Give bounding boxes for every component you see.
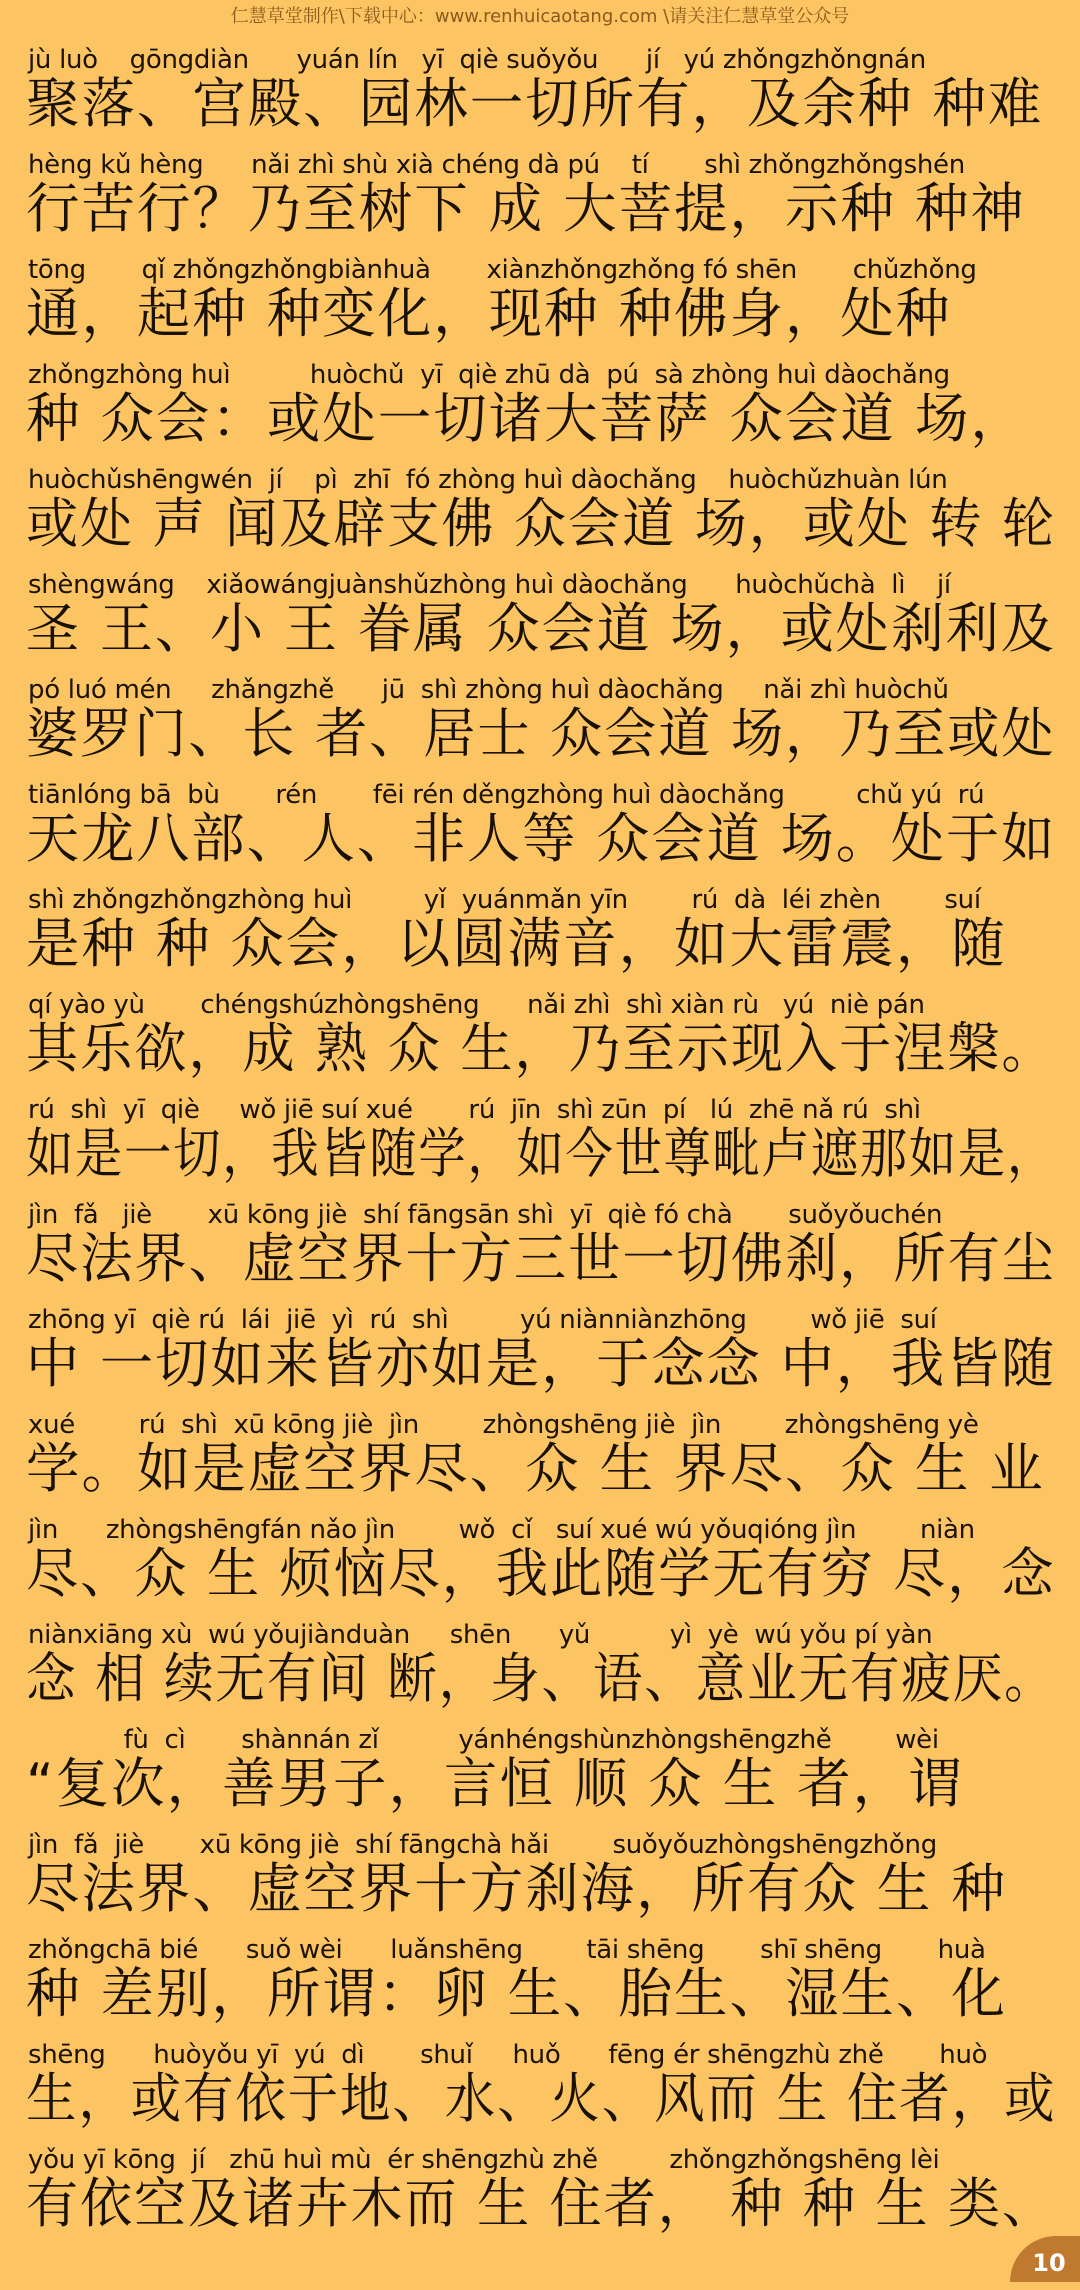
pinyin-line: rú shì yī qiè wǒ jiē suí xué rú jīn shì zūn pí lú zhē nǎ rú shì [28,1095,921,1125]
pinyin-line: jìn zhòngshēngfán nǎo jìn wǒ cǐ suí xué wú yǒuqióng jìn niàn [28,1515,975,1545]
text-stanza [0,664,1080,769]
text-stanza [0,2134,1080,2239]
text-stanza [0,1189,1080,1294]
pinyin-line: jìn fǎ jiè xū kōng jiè shí fāngchà hǎi suǒyǒuzhòngshēngzhǒng [28,1830,937,1860]
hanzi-line: 如是一切，我皆随学，如今世尊毗卢遮那如是， [26,1122,1056,1185]
text-stanza [0,1294,1080,1399]
hanzi-line: 种 众会：或处一切诸大菩萨 众会道 场， [26,387,1026,450]
pinyin-line: fù cì shànnán zǐ yánhéngshùnzhòngshēngzhě wèi [28,1725,939,1755]
hanzi-line: 尽、众 生 烦恼尽，我此随学无有穷 尽，念 [26,1542,1056,1605]
text-stanza [0,1924,1080,2029]
pinyin-line: qí yào yù chéngshúzhòngshēng nǎi zhì shì xiàn rù yú niè pán [28,990,925,1020]
hanzi-line: 学。如是虚空界尽、众 生 界尽、众 生 业 [26,1437,1045,1500]
pinyin-line: hèng kǔ hèng nǎi zhì shù xià chéng dà pú tí shì zhǒngzhǒngshén [28,150,965,180]
pinyin-line: huòchǔshēngwén jí pì zhī fó zhòng huì dàochǎng huòchǔzhuàn lún [28,465,948,495]
pinyin-line: shèngwáng xiǎowángjuànshǔzhòng huì dàochǎng huòchǔchà lì jí [28,570,951,600]
text-stanza [0,1504,1080,1609]
hanzi-line: 天龙八部、人、非人等 众会道 场。处于如 [26,807,1057,870]
hanzi-line: 通，起种 种变化，现种 种佛身，处种 [26,282,952,345]
hanzi-line: 尽法界、虚空界十方三世一切佛刹，所有尘 [26,1227,1056,1290]
text-stanza [0,349,1080,454]
hanzi-line: 圣 王、小 王 眷属 众会道 场，或处刹利及 [26,597,1056,660]
pinyin-line: niànxiāng xù wú yǒujiànduàn shēn yǔ yì yè wú yǒu pí yàn [28,1620,933,1650]
hanzi-line: 念 相 续无有间 断，身、语、意业无有疲厌。 [26,1647,1056,1710]
text-stanza [0,979,1080,1084]
text-stanza [0,1819,1080,1924]
text-stanza [0,34,1080,139]
text-stanza [0,139,1080,244]
pinyin-line: jìn fǎ jiè xū kōng jiè shí fāngsān shì yī qiè fó chà suǒyǒuchén [28,1200,943,1230]
download-header: 仁慧草堂制作\下载中心：www.renhuicaotang.com \请关注仁慧草堂公众号 [230,6,850,27]
text-stanza [0,454,1080,559]
hanzi-line: 中 一切如来皆亦如是，于念念 中，我皆随 [26,1332,1057,1395]
hanzi-line: 尽法界、虚空界十方刹海，所有众 生 种 [26,1857,1007,1920]
text-stanza [0,244,1080,349]
text-stanza [0,1399,1080,1504]
text-stanza [0,1714,1080,1819]
pinyin-line: shēng huòyǒu yī yú dì shuǐ huǒ fēng ér shēngzhù zhě huò [28,2040,988,2070]
hanzi-line: 种 差别，所谓：卵 生、胎生、湿生、化 [26,1962,1007,2025]
hanzi-line: 有依空及诸卉木而 生 住者， 种 种 生 类、 [26,2172,1056,2235]
text-stanza [0,769,1080,874]
hanzi-line: 生，或有依于地、水、火、风而 生 住者，或 [26,2067,1057,2130]
pinyin-line: zhōng yī qiè rú lái jiē yì rú shì yú niànniànzhōng wǒ jiē suí [28,1305,937,1335]
pinyin-line: jù luò gōngdiàn yuán lín yī qiè suǒyǒu jí yú zhǒngzhǒngnán [28,45,926,75]
hanzi-line: 其乐欲，成 熟 众 生，乃至示现入于涅槃。 [26,1017,1056,1080]
text-stanza [0,559,1080,664]
text-stanza [0,1084,1080,1189]
pinyin-line: tiānlóng bā bù rén fēi rén děngzhòng huì dàochǎng chǔ yú rú [28,780,985,810]
hanzi-line: 聚落、宫殿、园林一切所有，及余种 种难 [26,72,1044,135]
pinyin-line: yǒu yī kōng jí zhū huì mù ér shēngzhù zhě zhǒngzhǒngshēng lèi [28,2145,940,2175]
sutra-text-body [0,34,1080,2239]
pinyin-line: xué rú shì xū kōng jiè jìn zhòngshēng jiè jìn zhòngshēng yè [28,1410,979,1440]
hanzi-line: “复次，善男子，言恒 顺 众 生 者，谓 [26,1752,964,1815]
pinyin-line: zhǒngzhòng huì huòchǔ yī qiè zhū dà pú sà zhòng huì dàochǎng [28,360,950,390]
pinyin-line: shì zhǒngzhǒngzhòng huì yǐ yuánmǎn yīn rú dà léi zhèn suí [28,885,981,915]
pinyin-line: zhǒngchā bié suǒ wèi luǎnshēng tāi shēng shī shēng huà [28,1935,986,1965]
text-stanza [0,1609,1080,1714]
pinyin-line: pó luó mén zhǎngzhě jū shì zhòng huì dàochǎng nǎi zhì huòchǔ [28,675,949,705]
hanzi-line: 是种 种 众会，以圆满音，如大雷震，随 [26,912,1007,975]
hanzi-line: 婆罗门、长 者、居士 众会道 场，乃至或处 [26,702,1056,765]
text-stanza [0,874,1080,979]
pinyin-line: tōng qǐ zhǒngzhǒngbiànhuà xiànzhǒngzhǒng fó shēn chǔzhǒng [28,255,977,285]
text-stanza [0,2029,1080,2134]
page-number: 10 [1010,2236,1080,2282]
hanzi-line: 或处 声 闻及辟支佛 众会道 场，或处 转 轮 [26,492,1056,555]
hanzi-line: 行苦行？乃至树下 成 大菩提，示种 种神 [26,177,1026,240]
